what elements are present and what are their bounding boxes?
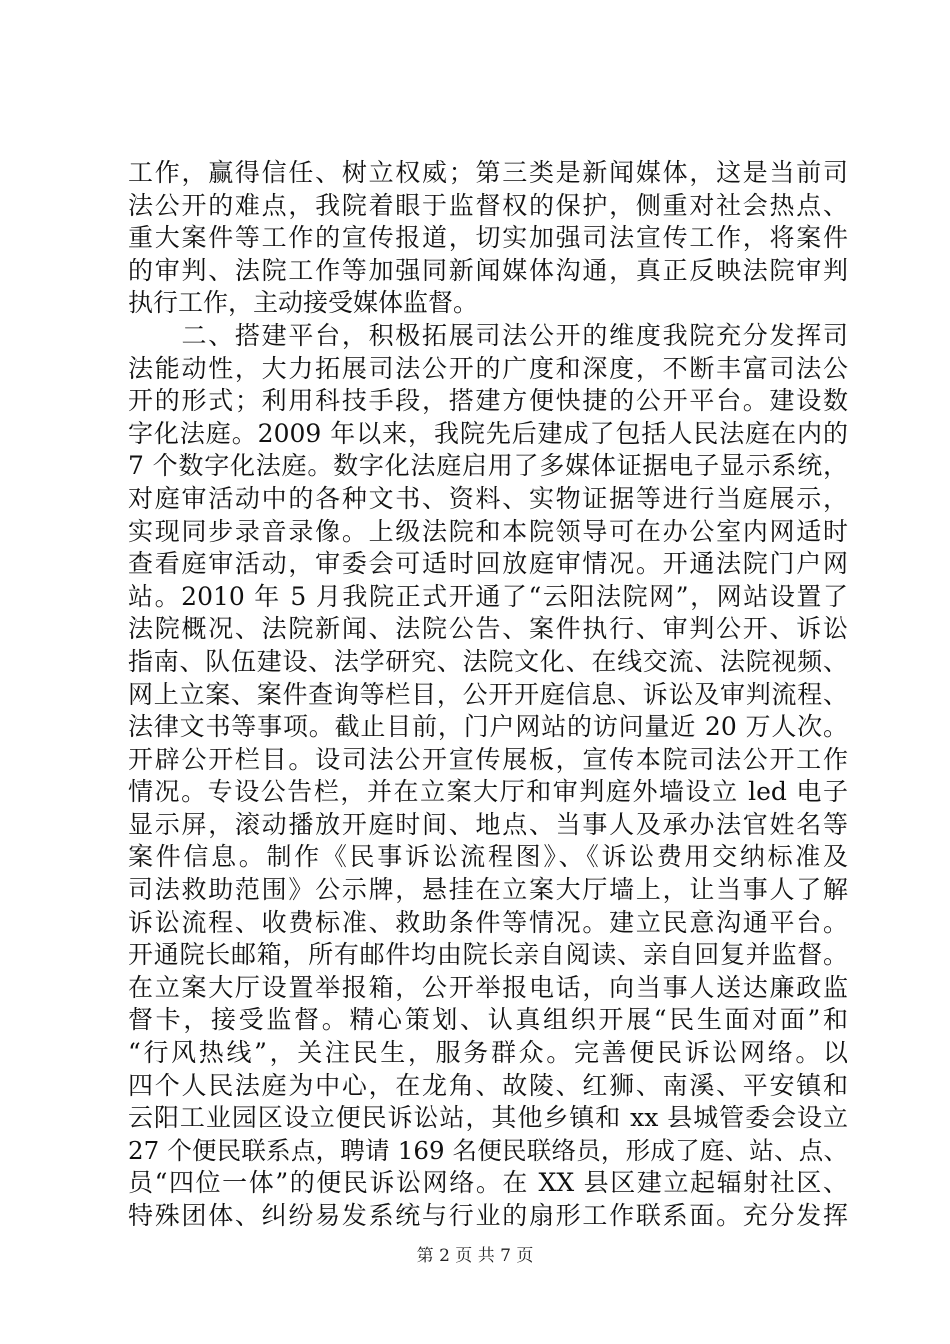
text-line: 实现同步录音录像。上级法院和本院领导可在办公室内网适时 bbox=[128, 516, 848, 546]
text-line: 法公开的难点，我院着眼于监督权的保护，侧重对社会热点、 bbox=[128, 190, 848, 220]
text-line: 情况。专设公告栏，并在立案大厅和审判庭外墙设立 led 电子 bbox=[128, 777, 848, 807]
text-line: 显示屏，滚动播放开庭时间、地点、当事人及承办法官姓名等 bbox=[128, 809, 848, 839]
text-line: 诉讼流程、收费标准、救助条件等情况。建立民意沟通平台。 bbox=[128, 907, 848, 937]
text-line: 法院概况、法院新闻、法院公告、案件执行、审判公开、诉讼 bbox=[128, 614, 848, 644]
text-line: 在立案大厅设置举报箱，公开举报电话，向当事人送达廉政监 bbox=[128, 972, 848, 1002]
text-line: “行风热线”，关注民生，服务群众。完善便民诉讼网络。以 bbox=[128, 1038, 848, 1068]
text-line: 云阳工业园区设立便民诉讼站，其他乡镇和 xx 县城管委会设立 bbox=[128, 1103, 848, 1133]
body-text bbox=[128, 157, 848, 1233]
text-line: 四个人民法庭为中心，在龙角、故陵、红狮、南溪、平安镇和 bbox=[128, 1070, 848, 1100]
text-line: 7 个数字化法庭。数字化法庭启用了多媒体证据电子显示系统， bbox=[128, 451, 848, 481]
text-line: 站。2010 年 5 月我院正式开通了“云阳法院网”，网站设置了 bbox=[128, 581, 848, 611]
text-line: 字化法庭。2009 年以来，我院先后建成了包括人民法庭在内的 bbox=[128, 418, 848, 448]
text-line: 指南、队伍建设、法学研究、法院文化、在线交流、法院视频、 bbox=[128, 646, 848, 676]
text-line: 法律文书等事项。截止目前，门户网站的访问量近 20 万人次。 bbox=[128, 712, 848, 742]
text-line: 员“四位一体”的便民诉讼网络。在 XX 县区建立起辐射社区、 bbox=[128, 1168, 848, 1198]
text-line: 法能动性，大力拓展司法公开的广度和深度，不断丰富司法公 bbox=[128, 353, 848, 383]
text-line: 开的形式；利用科技手段，搭建方便快捷的公开平台。建设数 bbox=[128, 386, 848, 416]
text-line: 执行工作，主动接受媒体监督。 bbox=[128, 288, 479, 318]
text-line: 查看庭审活动，审委会可适时回放庭审情况。开通法院门户网 bbox=[128, 549, 848, 579]
text-line: 案件信息。制作《民事诉讼流程图》、《诉讼费用交纳标准及 bbox=[128, 842, 848, 872]
text-line: 特殊团体、纠纷易发系统与行业的扇形工作联系面。充分发挥 bbox=[128, 1201, 848, 1230]
text-line: 的审判、法院工作等加强同新闻媒体沟通，真正反映法院审判 bbox=[128, 255, 848, 285]
text-line: 网上立案、案件查询等栏目，公开开庭信息、诉讼及审判流程、 bbox=[128, 679, 848, 709]
text-line: 开辟公开栏目。设司法公开宣传展板，宣传本院司法公开工作 bbox=[128, 744, 848, 774]
text-line: 工作，赢得信任、树立权威；第三类是新闻媒体，这是当前司 bbox=[128, 158, 848, 187]
text-line: 27 个便民联系点，聘请 169 名便民联络员，形成了庭、站、点、 bbox=[128, 1135, 848, 1165]
text-line: 督卡，接受监督。精心策划、认真组织开展“民生面对面”和 bbox=[128, 1005, 848, 1035]
text-line: 二、搭建平台，积极拓展司法公开的维度我院充分发挥司 bbox=[128, 320, 848, 350]
text-line: 司法救助范围》公示牌，悬挂在立案大厅墙上，让当事人了解 bbox=[128, 875, 848, 905]
text-line: 开通院长邮箱，所有邮件均由院长亲自阅读、亲自回复并监督。 bbox=[128, 940, 848, 970]
page-footer: 第 2 页 共 7 页 bbox=[416, 1246, 534, 1266]
text-line: 对庭审活动中的各种文书、资料、实物证据等进行当庭展示， bbox=[128, 483, 848, 513]
text-line: 重大案件等工作的宣传报道，切实加强司法宣传工作，将案件 bbox=[128, 223, 848, 253]
